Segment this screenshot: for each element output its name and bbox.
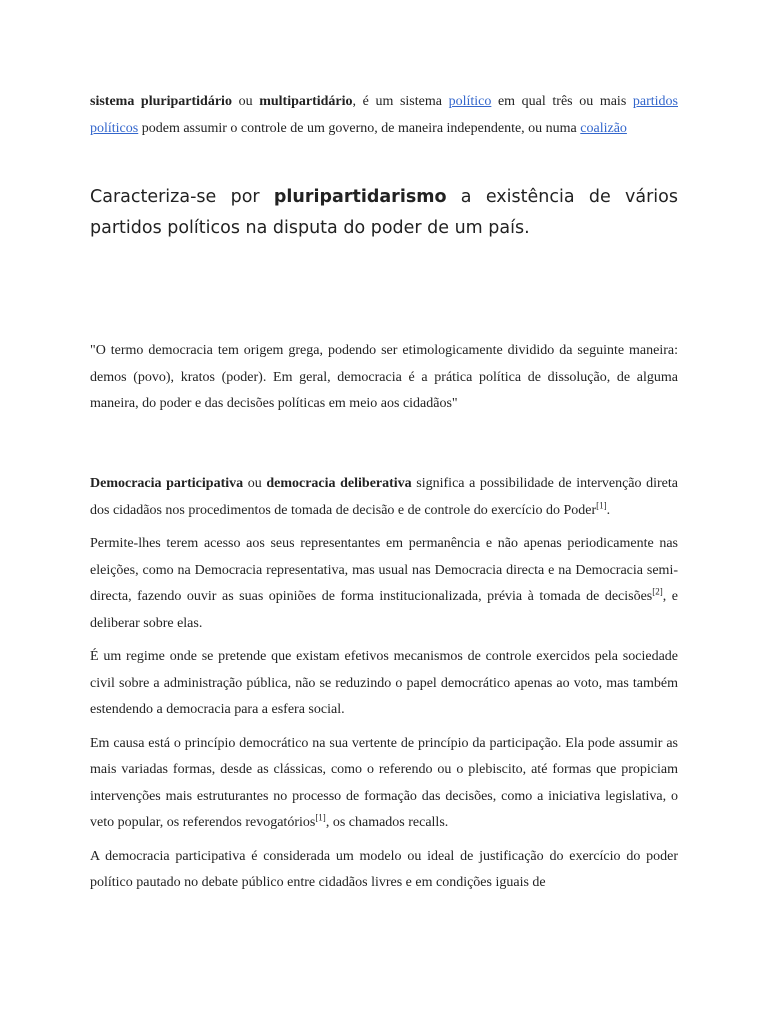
link-politico[interactable]: político xyxy=(448,94,492,109)
term-pluripartidarismo: pluripartidarismo xyxy=(273,187,447,207)
footnote-ref: [1] xyxy=(596,499,607,510)
paragraph-principio: Em causa está o princípio democrático na sua vertente de princípio da participação. Ela pode assumir as mais variadas formas, desde as clássicas, como o referendo ou o plebiscito, até formas que propiciam intervenções mais estruturantes no processo de formação das decisões, como a iniciativa legislativa, o veto popular, os referendos revogatórios[1], os chamados recalls. xyxy=(90,735,678,830)
definition-paragraph: Caracteriza-se por pluripartidarismo a existência de vários partidos políticos na disputa do poder de um país. xyxy=(90,187,678,238)
term-multipartidario: multipartidário xyxy=(259,94,353,109)
quote-paragraph: "O termo democracia tem origem grega, podendo ser etimologicamente dividido da seguinte maneira: demos (povo), kratos (poder). Em geral, democracia é a prática política de dissolução, de alguma maneira, do poder e das decisões políticas em meio aos cidadãos" xyxy=(90,343,678,411)
paragraph-democracia-participativa: Democracia participativa ou democracia deliberativa significa a possibilidade de intervenção direta dos cidadãos nos procedimentos de tomada de decisão e de controle do exercício do Poder[1]. xyxy=(90,476,678,518)
link-coalizao[interactable]: coalizão xyxy=(580,120,627,136)
paragraph-permite: Permite-lhes terem acesso aos seus representantes em permanência e não apenas periodicamente nas eleições, como na Democracia representativa, mas usual nas Democracia directa e na Democracia semi-directa, fazendo ouvir as suas opiniões de forma institucionalizada, prévia à tomada de decisões[2], e deliberar sobre elas. xyxy=(90,536,678,631)
paragraph-regime: É um regime onde se pretende que existam efetivos mecanismos de controle exercidos pela sociedade civil sobre a administração pública, não se reduzindo o papel democrático apenas ao voto, mas também estendendo a democracia para a esfera social. xyxy=(90,649,678,717)
paragraph-modelo: A democracia participativa é considerada um modelo ou ideal de justificação do exercício do poder político pautado no debate público entre cidadãos livres e em condições iguais de xyxy=(90,848,678,890)
body-section xyxy=(90,471,678,904)
link-partidos-politicos[interactable]: partidos políticos xyxy=(90,94,678,136)
intro-paragraph: sistema pluripartidário ou multipartidário, é um sistema político em qual três ou mais partidos políticos podem assumir o controle de um governo, de maneira independente, ou numa coalizão xyxy=(90,94,678,136)
term-pluripartidario: sistema pluripartidário xyxy=(90,94,232,109)
footnote-ref: [1] xyxy=(315,812,326,823)
footnote-ref: [2] xyxy=(652,586,663,597)
